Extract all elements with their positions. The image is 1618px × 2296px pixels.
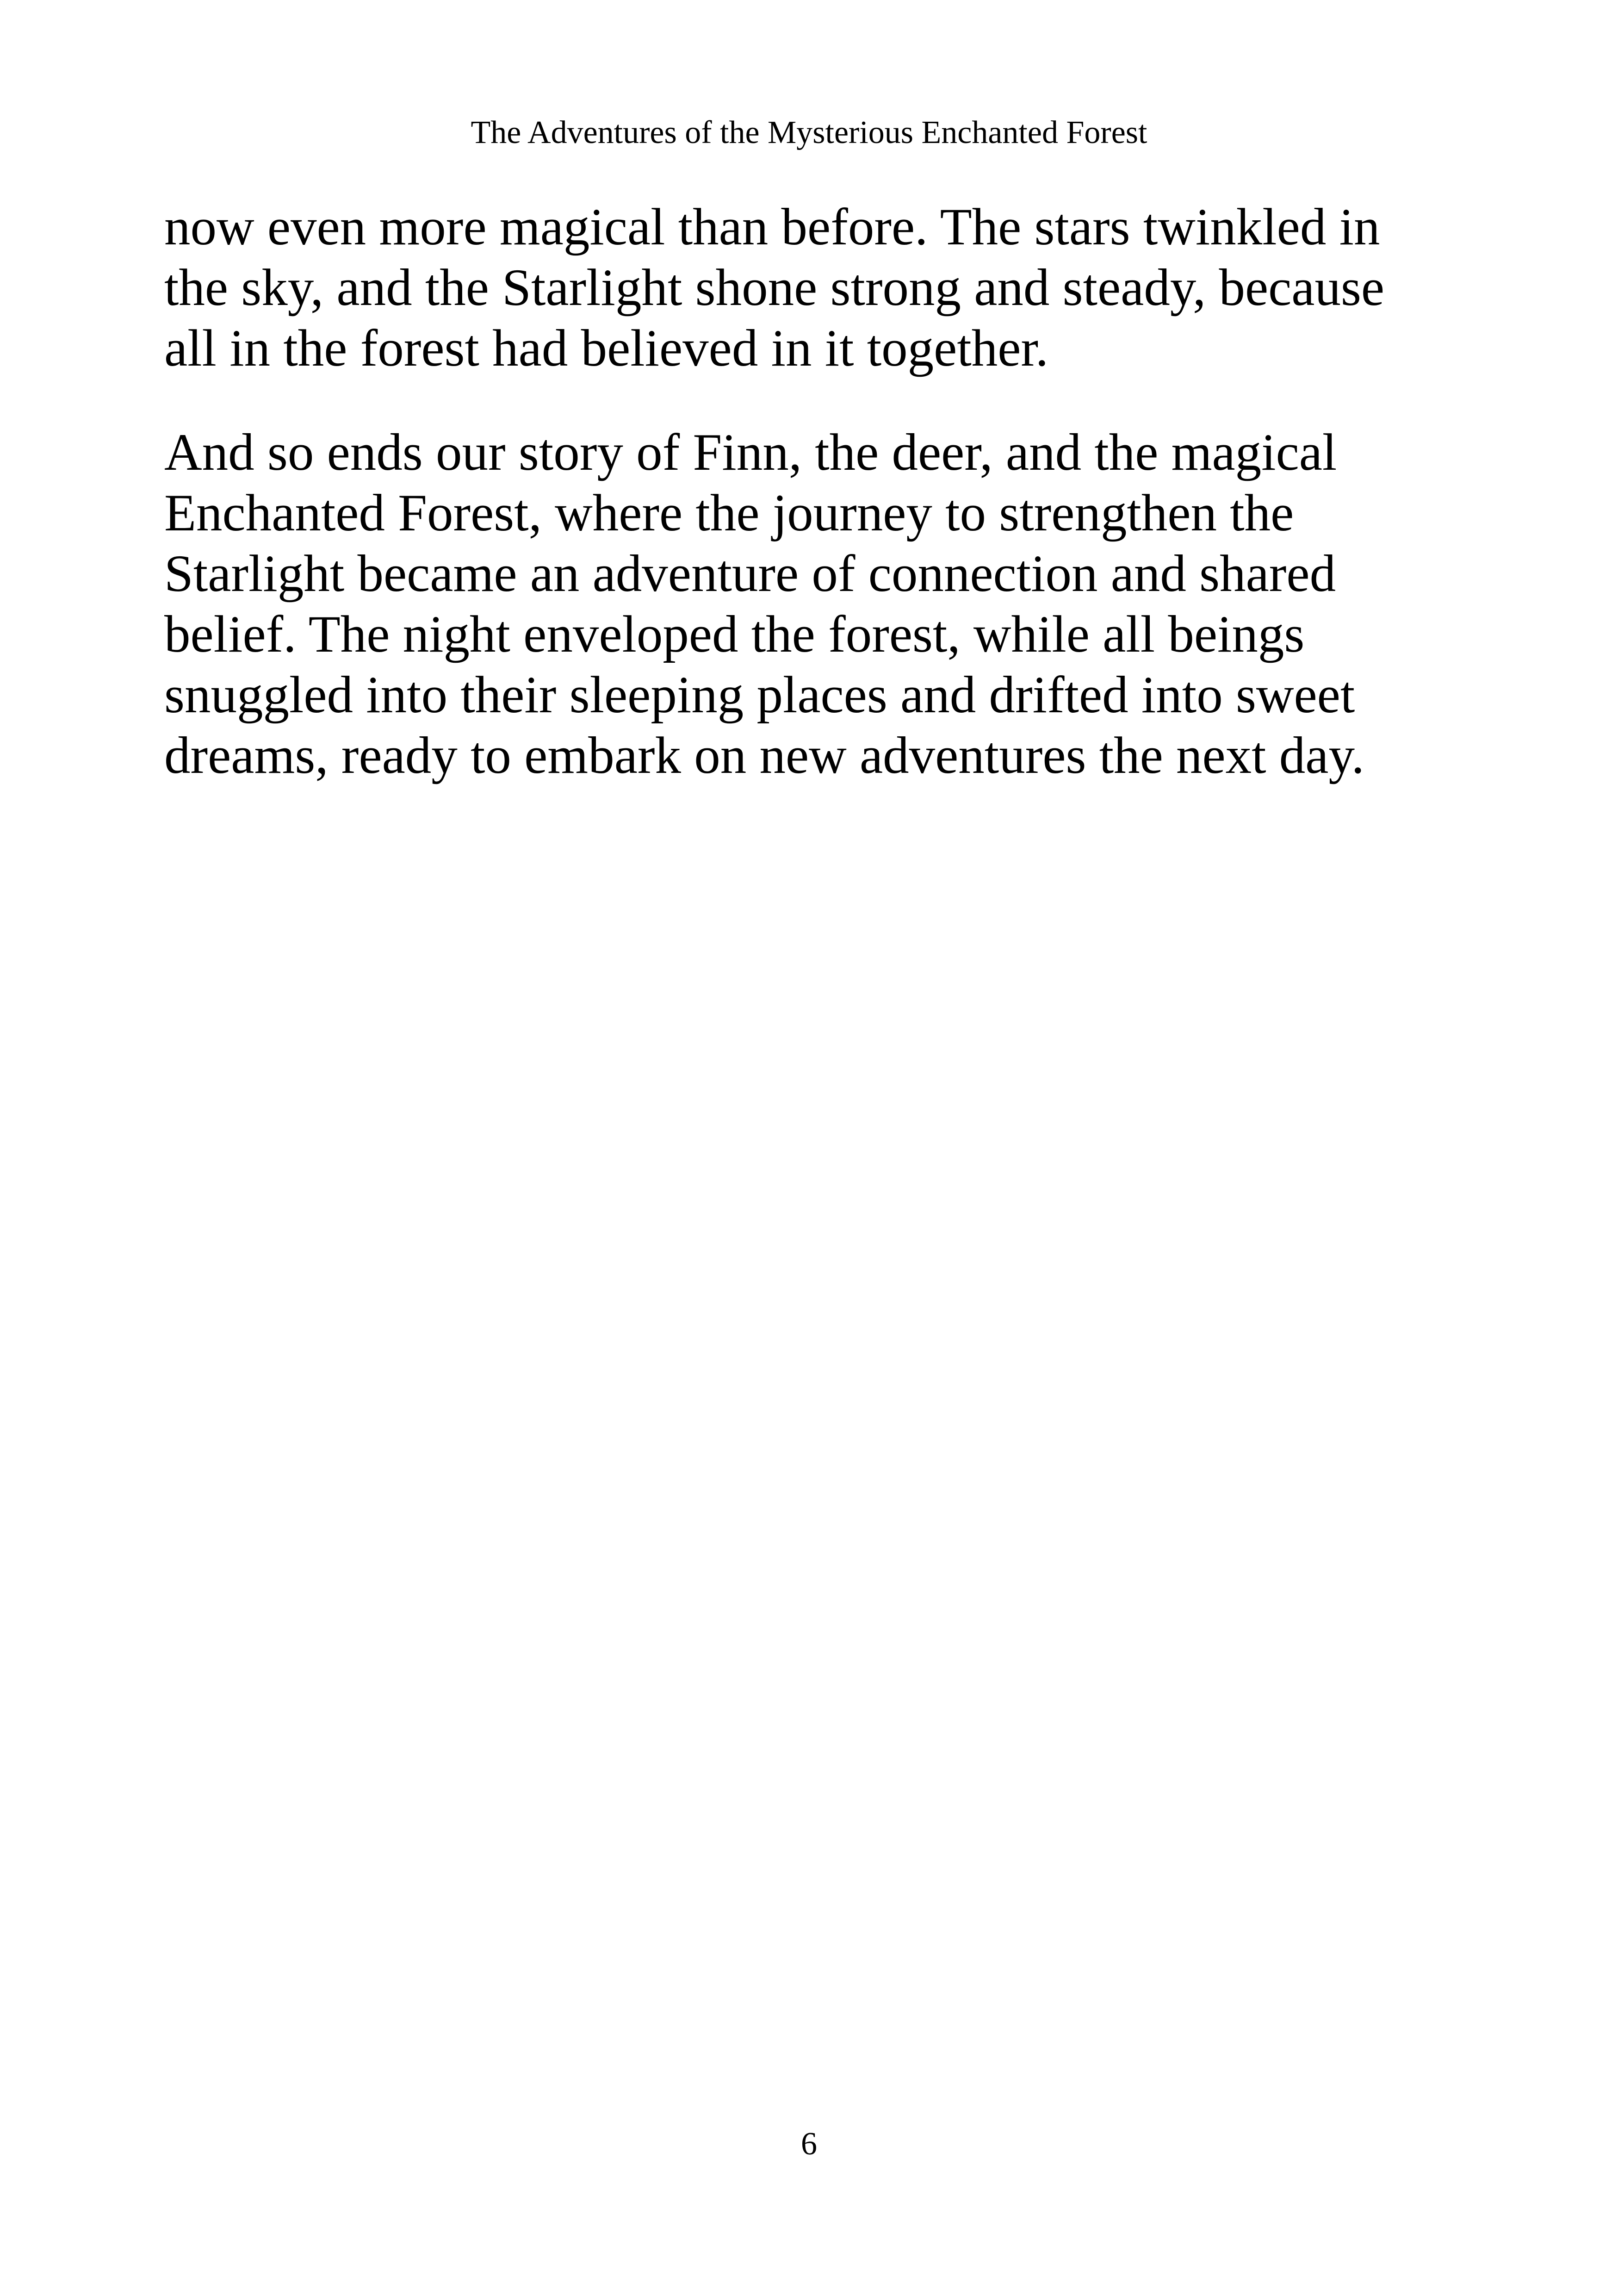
text-line: And so ends our story of Finn, the deer, and the magical	[164, 423, 1337, 481]
running-header-title: The Adventures of the Mysterious Enchanted Forest	[471, 115, 1147, 150]
text-line: all in the forest had believed in it together.	[164, 319, 1049, 377]
paragraph-spacing	[164, 379, 1460, 422]
text-line: Starlight became an adventure of connection and shared	[164, 545, 1336, 603]
text-line: now even more magical than before. The stars twinkled in	[164, 198, 1380, 256]
page-number: 6	[801, 2126, 817, 2162]
text-line: belief. The night enveloped the forest, while all beings	[164, 605, 1305, 663]
paragraph-1	[164, 197, 1460, 379]
text-line: dreams, ready to embark on new adventures the next day.	[164, 727, 1364, 784]
body-text	[164, 197, 1460, 786]
text-line: snuggled into their sleeping places and drifted into sweet	[164, 666, 1355, 724]
text-line: the sky, and the Starlight shone strong and steady, because	[164, 259, 1385, 317]
paragraph-2	[164, 422, 1460, 786]
text-line: Enchanted Forest, where the journey to strengthen the	[164, 484, 1294, 542]
